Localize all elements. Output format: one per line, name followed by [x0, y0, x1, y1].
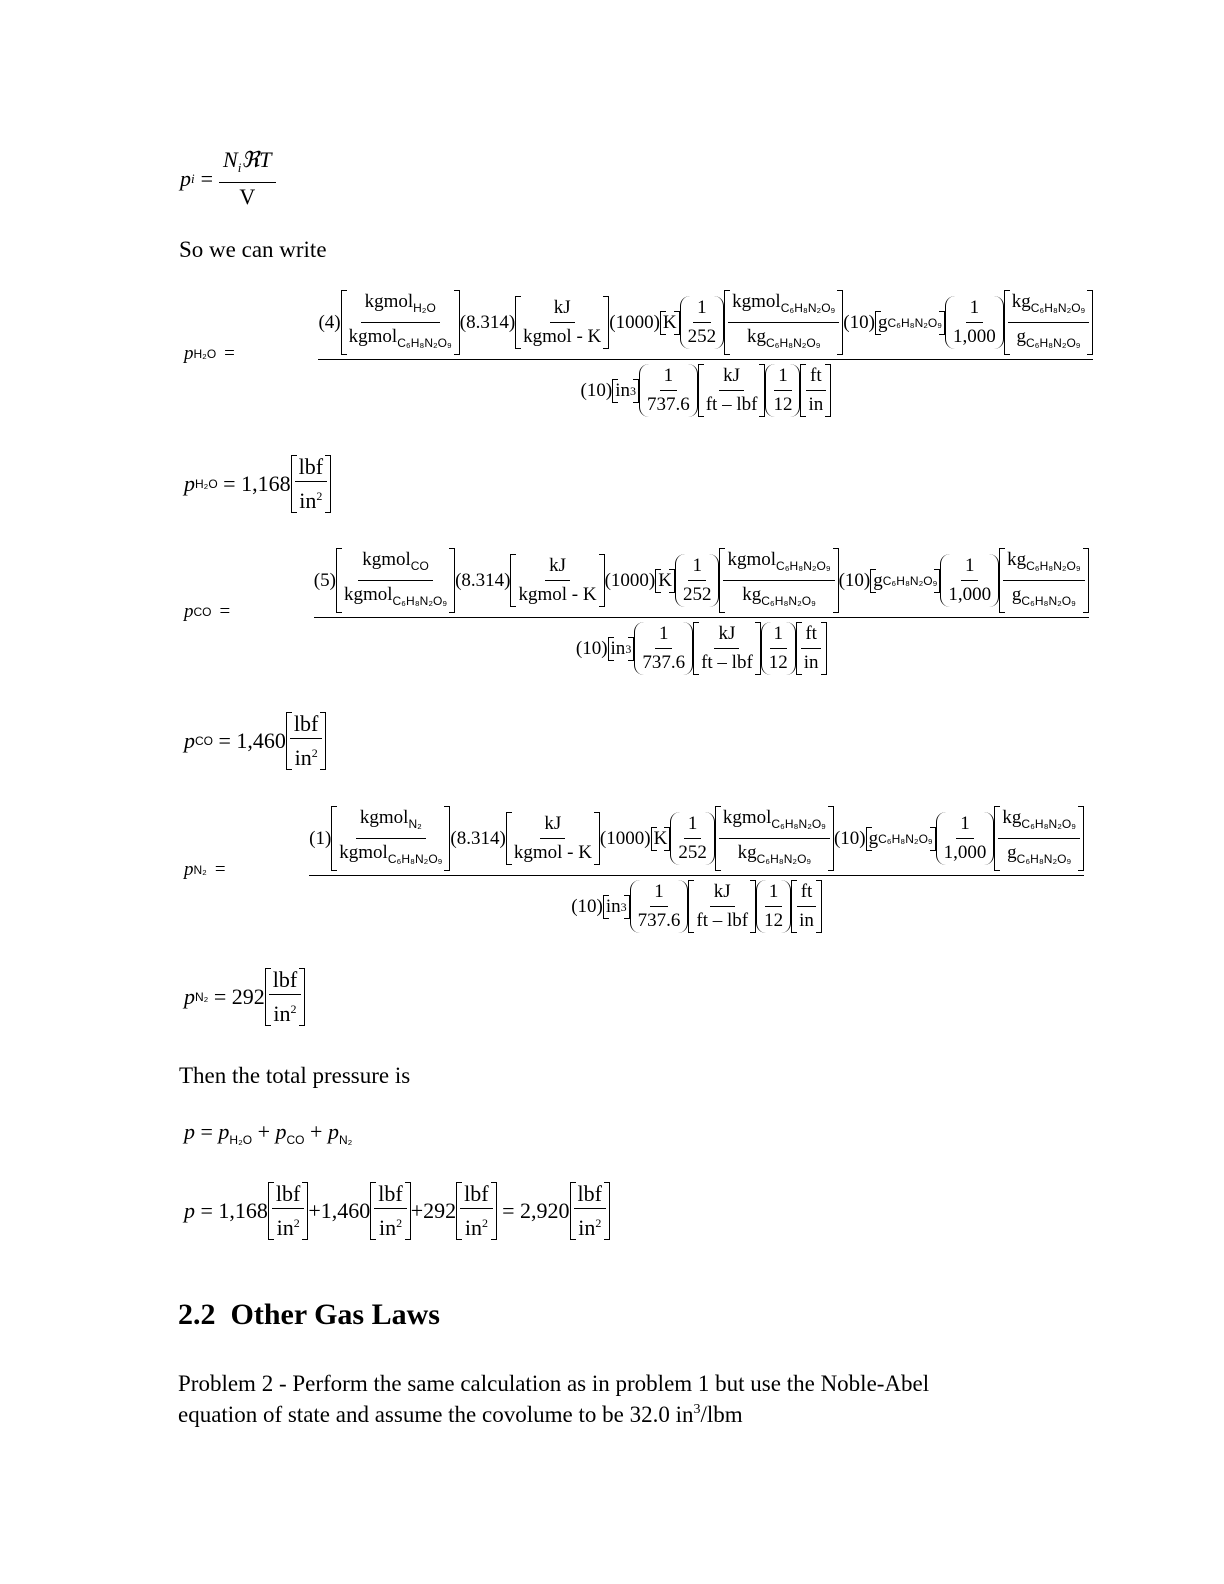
partial-pressure-equation: p H₂O = (4) $\frac{kgmol_{H_2O}}{kgmol_{C_6H_8N_2O_9}}$ (8.314) $\frac{kJ}{\text{kgmol - K}}$ (1000) K $\frac{1}{252}$ $\frac{kgmol_{C_6H_8N_2O_9}}{kg_{C_6H_8N_2O_9}}$ (10) g C₆H₈N₂O₉ $\frac{1}{1,000}$ $\frac{kg_{C_6H_8N_2O_9}}{g_{C_6H_8N_2O_9}}$ (10) in 3 $\frac{1}{737.6}$ $\frac{kJ}{\text{ft – lbf}}$ $\frac{1}{12}$ $\frac{ft}{in}$ — [184, 290, 1169, 417]
text-so-we-can-write: So we can write — [179, 237, 327, 262]
partial-pressure-result: p CO = 1,460 $\frac{\text{lbf}}{in^2}$ — [184, 712, 326, 770]
partial-pressure-equation: p N₂ = (1) $\frac{kgmol_{N_2}}{kgmol_{C_6H_8N_2O_9}}$ (8.314) $\frac{kJ}{\text{kgmol - K}}$ (1000) K $\frac{1}{252}$ $\frac{kgmol_{C_6H_8N_2O_9}}{kg_{C_6H_8N_2O_9}}$ (10) g C₆H₈N₂O₉ $\frac{1}{1,000}$ $\frac{kg_{C_6H_8N_2O_9}}{g_{C_6H_8N_2O_9}}$ (10) in 3 $\frac{1}{737.6}$ $\frac{kJ}{\text{ft – lbf}}$ $\frac{1}{12}$ $\frac{ft}{in}$ — [184, 806, 1160, 933]
partial-pressure-result: p N₂ = 292 $\frac{\text{lbf}}{in^2}$ — [184, 968, 305, 1026]
partial-pressure-result: p H₂O = 1,168 $\frac{\text{lbf}}{in^2}$ — [184, 455, 331, 513]
ideal-gas-equation: p i = $\frac{N_iℜT}{V}$ — [180, 148, 276, 209]
section-title: Other Gas Laws — [230, 1298, 440, 1331]
total-pressure-sum: p = 1,168 $\frac{\text{lbf}}{in^2}$ + 1,460 $\frac{\text{lbf}}{in^2}$ + 292 $\frac{\text{lbf}}{in^2}$ = 2,920 $\frac{\text{lbf}}{in^2}$ — [184, 1182, 610, 1240]
section-heading — [178, 1298, 440, 1332]
section-number: 2.2 — [178, 1298, 216, 1331]
text-total-pressure: Then the total pressure is — [179, 1063, 411, 1088]
partial-pressure-equation: p CO = (5) $\frac{kgmol_{CO}}{kgmol_{C_6H_8N_2O_9}}$ (8.314) $\frac{kJ}{\text{kgmol - K}}$ (1000) K $\frac{1}{252}$ $\frac{kgmol_{C_6H_8N_2O_9}}{kg_{C_6H_8N_2O_9}}$ (10) g C₆H₈N₂O₉ $\frac{1}{1,000}$ $\frac{kg_{C_6H_8N_2O_9}}{g_{C_6H_8N_2O_9}}$ (10) in 3 $\frac{1}{737.6}$ $\frac{kJ}{\text{ft – lbf}}$ $\frac{1}{12}$ $\frac{ft}{in}$ — [184, 548, 1164, 675]
total-pressure-definition: $p = p_{H_2O} + p_{CO} + p_{N_2}$ — [184, 1119, 353, 1147]
problem-line-1: Problem 2 - Perform the same calculation as in problem 1 but use the Noble-Abel — [178, 1371, 930, 1396]
problem-line-2: equation of state and assume the covolume to be 32.0 $in^3$/lbm — [178, 1402, 743, 1427]
